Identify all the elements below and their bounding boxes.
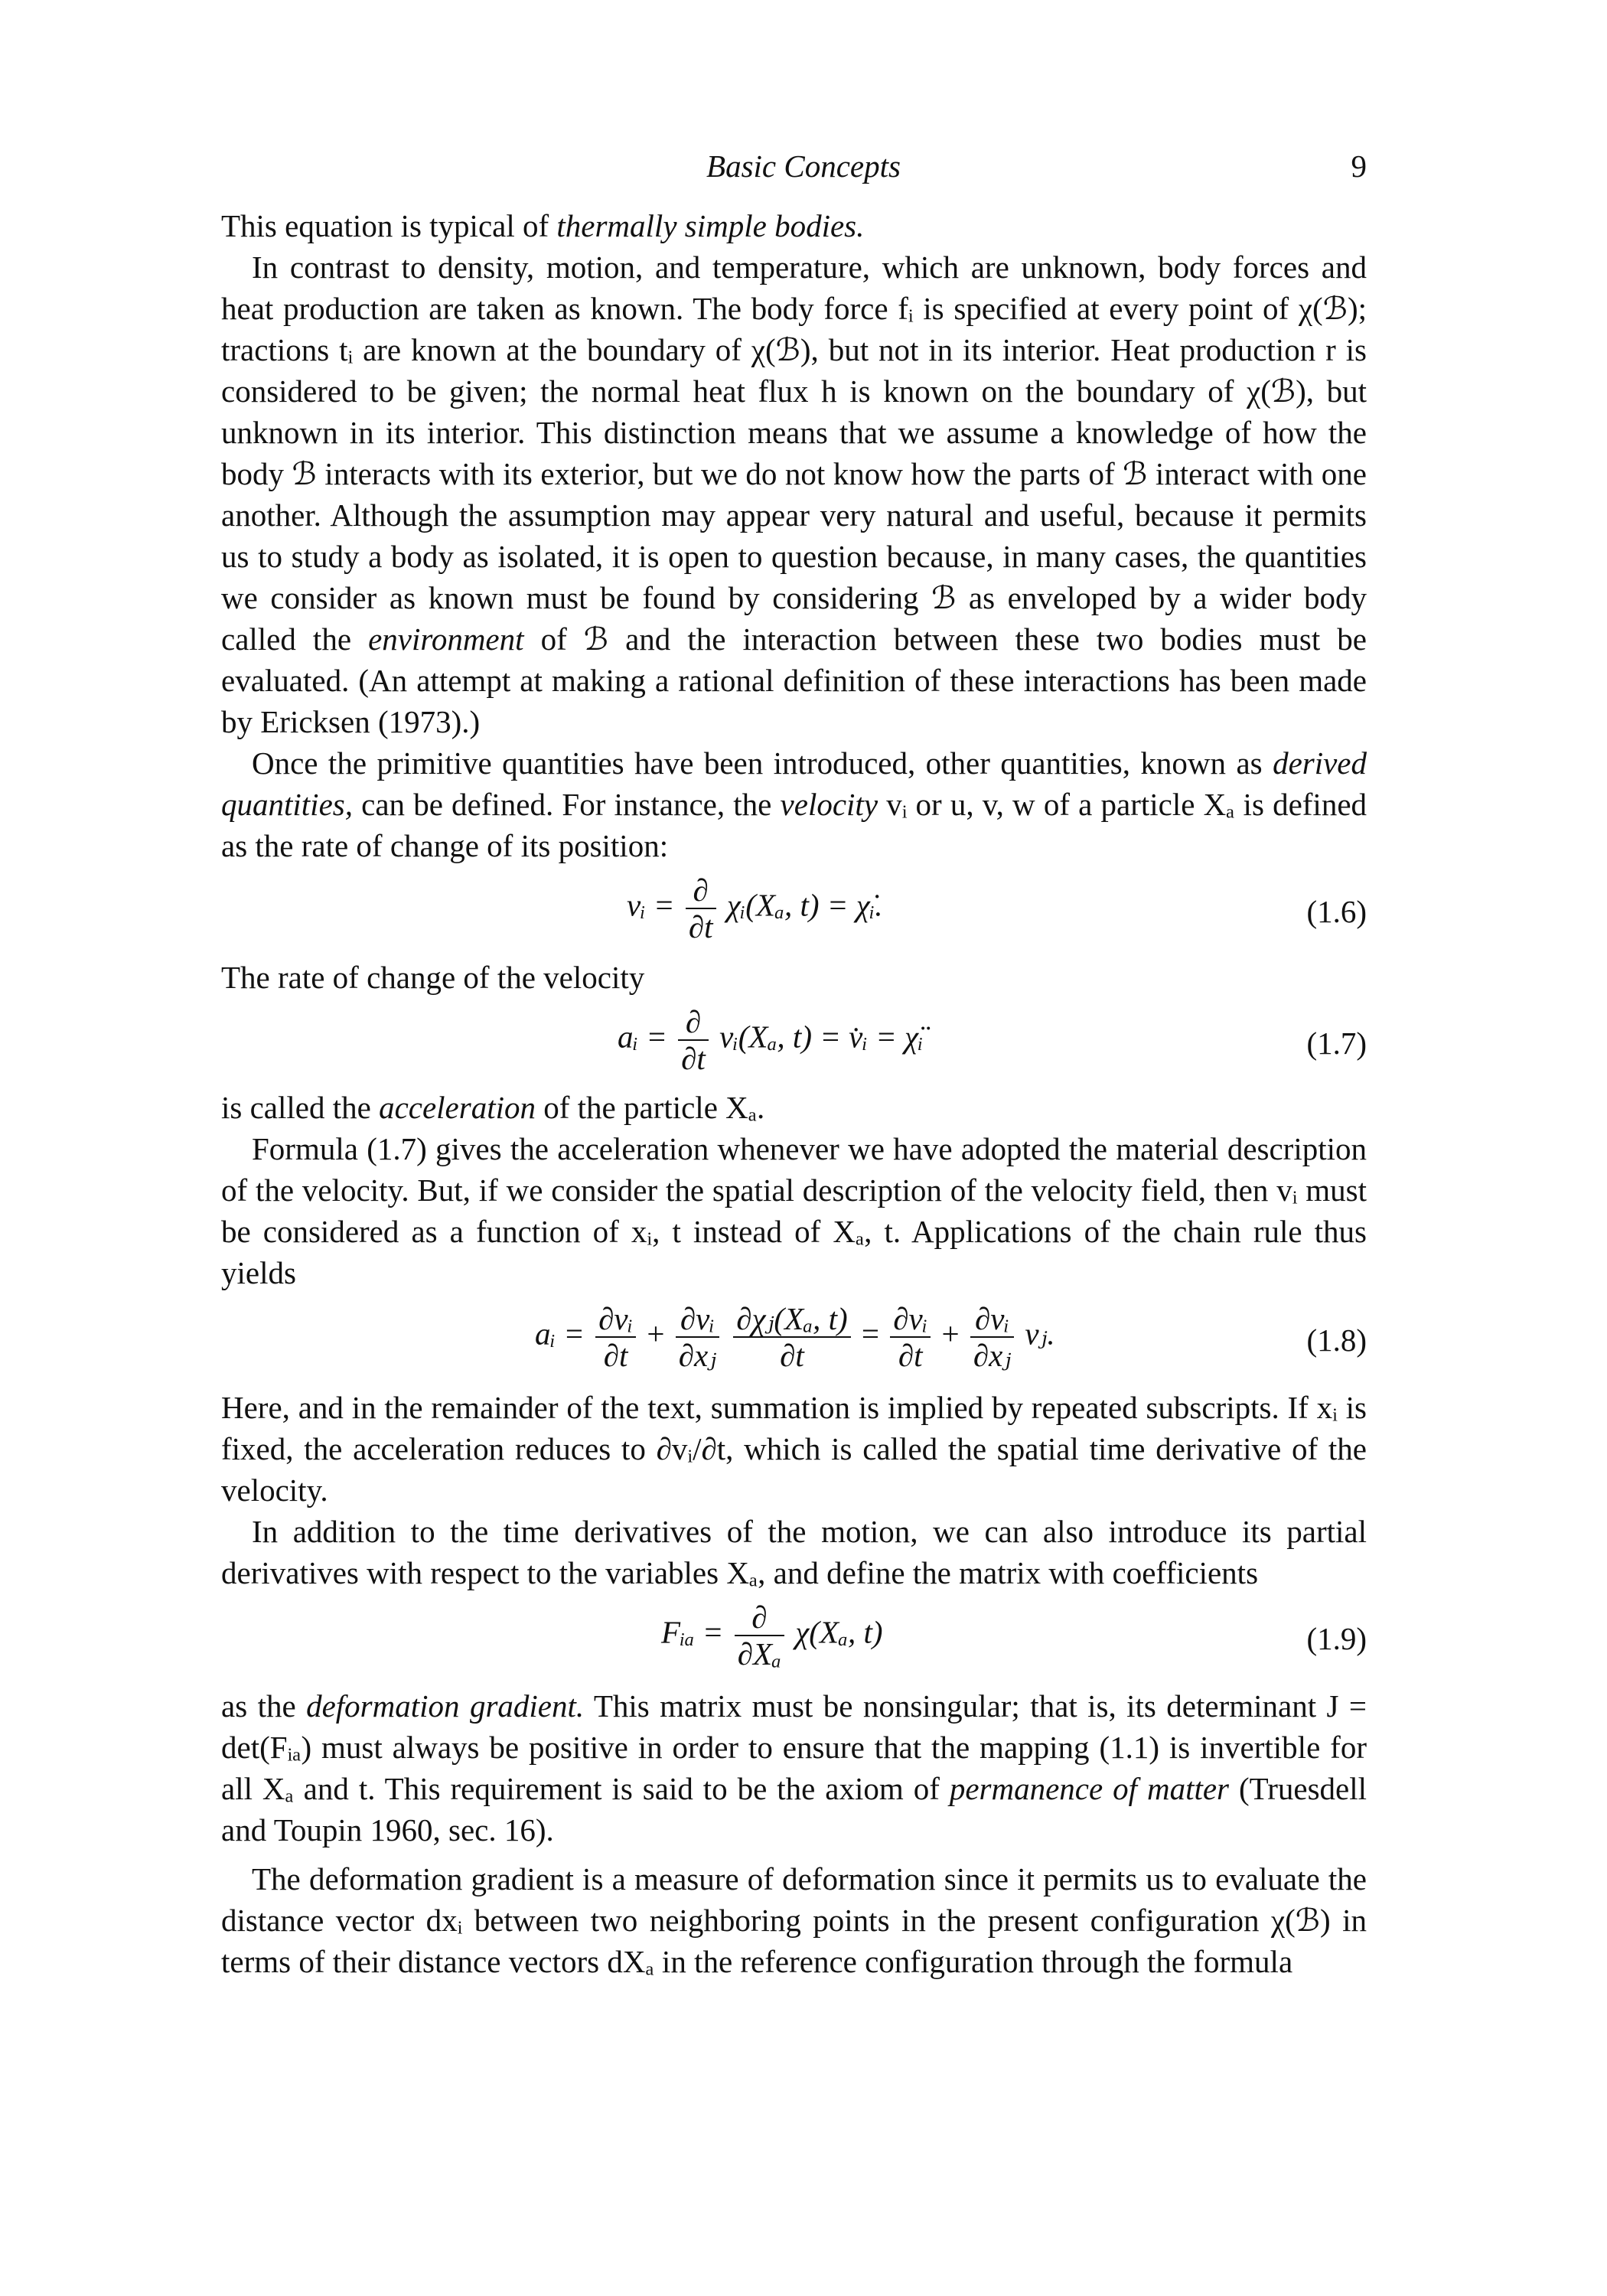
equation-number-1-8: (1.8) [1306, 1322, 1367, 1358]
equation-1-8: aᵢ = $\frac{\text{∂vᵢ}}{\partial t}$ + $\frac{\text{∂vᵢ}}{\text{∂xⱼ}}$ $\frac{\text{∂χⱼ(Xₐ, t)}}{\partial t}$ = $\frac{\text{∂vᵢ}}{\partial t}$ + $\frac{\text{∂vᵢ}}{\text{∂xⱼ}}$ vⱼ. (1.8) [535, 1301, 1367, 1373]
paragraph-formula-1-7: Formula (1.7) gives the acceleration whenever we have adopted the material description of the velocity. But, if we consider the spatial description of the velocity field, then vᵢ must be considered as a function of xᵢ, t instead of Xₐ, t. Applications of the chain rule thus yields [221, 1131, 1367, 1290]
term-deformation-gradient: deformation gradient. [306, 1688, 585, 1724]
term-acceleration: acceleration [379, 1090, 536, 1125]
term-velocity: velocity [780, 787, 878, 822]
term-permanence-of-matter: permanence of matter [949, 1771, 1230, 1806]
equation-number-1-7: (1.7) [1306, 1026, 1367, 1061]
term-derived-quantities: derived quantities, [221, 745, 1367, 822]
equation-1-6: vᵢ = $\frac{\partial}{\partial t}$ χᵢ(Xₐ, t) = χ̇ᵢ. (1.6) [627, 872, 1367, 944]
page-body [221, 205, 1367, 1982]
page-header [0, 145, 1607, 187]
partial-t-fraction: $\frac{\partial}{\partial t}$ [686, 872, 716, 944]
paragraph-acceleration: is called the acceleration of the particle Xₐ. [221, 1090, 765, 1125]
equation-1-9: Fᵢₐ = $\frac{\partial}{\text{∂Xₐ}}$ χ(Xₐ, t) (1.9) [661, 1600, 1367, 1671]
paragraph-body-forces: In contrast to density, motion, and temperature, which are unknown, body forces and heat production are taken as known. The body force fᵢ is specified at every point of χ(ℬ); tractions tᵢ are known at the boundary of χ(ℬ), but not in its interior. Heat production r is considered to be given; the normal heat flux h is known on the boundary of χ(ℬ), but unknown in its interior. This distinction means that we assume a knowledge of how the body ℬ interacts with its exterior, but we do not know how the parts of ℬ interact with one another. Although the assumption may appear very natural and useful, because it permits us to study a body as isolated, it is open to question because, in many cases, the quantities we consider as known must be found by considering ℬ as enveloped by a wider body called the environment of ℬ and the interaction between these two bodies must be evaluated. (An attempt at making a rational definition of these interactions has been made by Ericksen (1973).) [221, 249, 1367, 739]
equation-number-1-6: (1.6) [1306, 894, 1367, 929]
paragraph-rate-of-change: The rate of change of the velocity [221, 960, 645, 995]
paragraph-measure-of-deformation: The deformation gradient is a measure of deformation since it permits us to evaluate the distance vector dxᵢ between two neighboring points in the present configuration χ(ℬ) in terms of their distance vectors dXₐ in the reference configuration through the formula [221, 1861, 1367, 1979]
term-thermally-simple-bodies: thermally simple bodies. [556, 208, 865, 243]
running-title: Basic Concepts [706, 148, 901, 184]
paragraph-deformation-gradient: as the deformation gradient. This matrix must be nonsingular; that is, its determinant J = det(Fᵢₐ) must always be positive in order to ensure that the mapping (1.1) is invertible for all Xₐ and t. This requirement is said to be the axiom of permanence of matter (Truesdell and Toupin 1960, sec. 16). [221, 1688, 1367, 1848]
paragraph-derived-quantities: Once the primitive quantities have been introduced, other quantities, known as derived quantities, can be defined. For instance, the velocity vᵢ or u, v, w of a particle Xₐ is defined as the rate of change of its position: [221, 745, 1367, 863]
paragraph-thermally-simple: This equation is typical of thermally simple bodies. [221, 208, 865, 243]
page-number: 9 [1351, 148, 1367, 184]
paragraph-partial-derivatives: In addition to the time derivatives of the motion, we can also introduce its partial derivatives with respect to the variables Xₐ, and define the matrix with coefficients [221, 1514, 1367, 1590]
partial-t-fraction: $\frac{\partial}{\partial t}$ [678, 1004, 709, 1076]
term-environment: environment [368, 621, 524, 657]
equation-number-1-9: (1.9) [1306, 1621, 1367, 1656]
paragraph-summation: Here, and in the remainder of the text, summation is implied by repeated subscripts. If xᵢ is fixed, the acceleration reduces to ∂vᵢ/∂t, which is called the spatial time derivative of the velocity. [221, 1390, 1367, 1508]
partial-x-fraction: $\frac{\partial}{\text{∂Xₐ}}$ [735, 1600, 784, 1671]
equation-1-7: aᵢ = $\frac{\partial}{\partial t}$ vᵢ(Xₐ, t) = v̇ᵢ = χ̈ᵢ (1.7) [618, 1004, 1367, 1076]
